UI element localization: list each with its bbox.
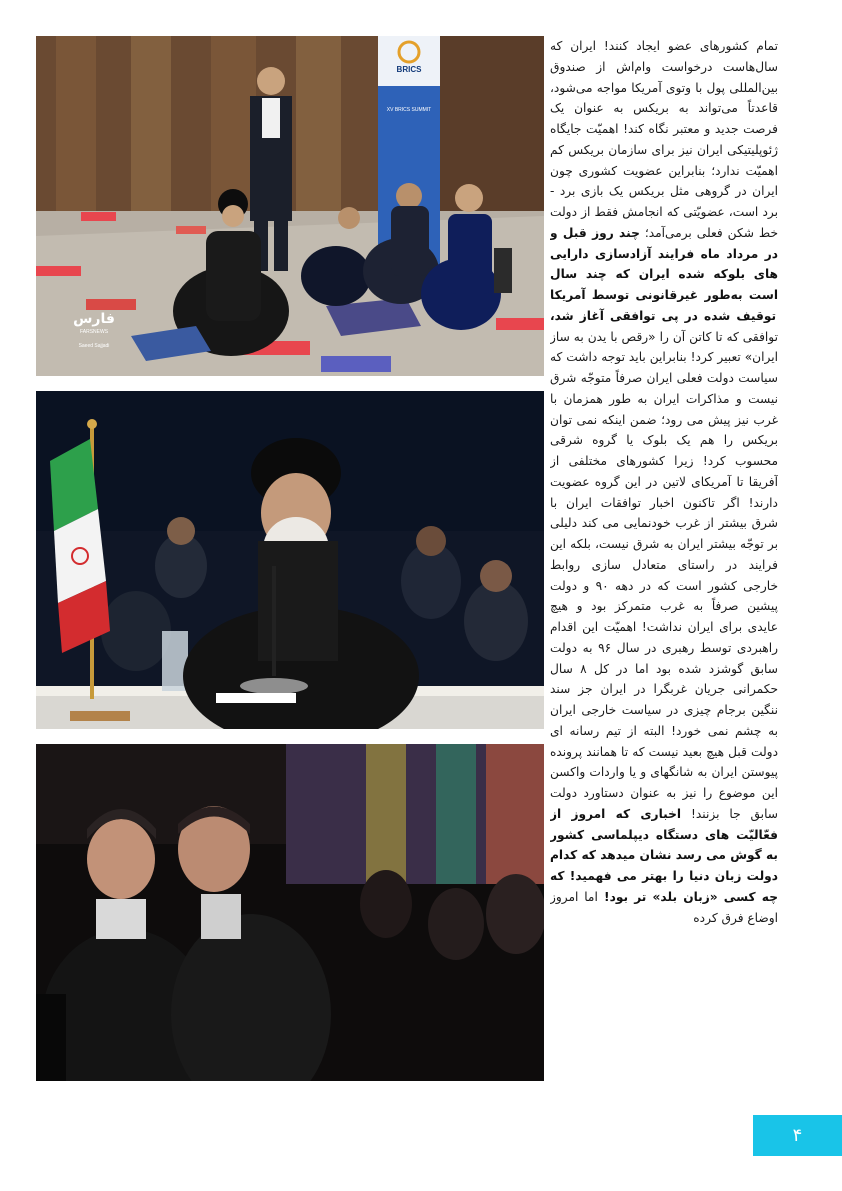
article-bold-1: چند روز قبل و در مرداد ماه فرایند آزادسازی دارایی های بلوکه شده ایران که چند سال است به‌طور غیرقانونی توسط آمریکا توقیف شده در پی توافقی آغاز شد، (550, 225, 778, 323)
brics-banner-label: BRICS (396, 65, 422, 74)
article-paragraph-1: تمام کشورهای عضو ایجاد کنند! ایران که سال‌هاست درخواست وام‌اش از صندوق بین‌المللی پول با وتوی آمریکا مواجه می‌شود، قاعدتاً می‌تواند به بریکس به عنوان یک فرصت جدید و معتبر نگاه کند! اهمیّت جایگاه ژئوپلیتیکی ایران نیز برای سازمان بریکس کم اهمیّت ندارد؛ بنابراین عضویت کشوری چون ایران در گروهی مثل بریکس یک بازی برد - برد است، عضویّتی که انجامش فقط از دولت خط شکن فعلی برمی‌آمد؛ (550, 39, 778, 240)
article-paragraph-2: توافقی که تا کاتن آن را «رقص با یدن به ساز ایران» تعبیر کرد! بنابراین باید توجه داشت که سیاست دولت فعلی ایران صرفاً متوجّه شرق نیست و مذاکرات ایران به طور همزمان با غرب نیز پیش می رود؛ ضمن اینکه نمی توان بریکس را هم یک بلوک یا گروه شرقی محسوب کرد! زیرا کشورهای مختلفی از آفریقا تا آمریکای لاتین در این گروه عضویت دارند! اگر تاکنون اخبار توافقات ایران با شرق بیشتر از غرب خودنمایی می کند دلیلی بر توجّه بیشتر ایران به شرق نیست، بلکه این فرایند در راستای متعادل سازی روابط خارجی کشور است که در دهه ۹۰ و دولت پیشین صرفاً به غرب متمرکز بود و هیچ عایدی برای ایران نداشت! اهمیّت این اقدام راهبردی توسط رهبری در سال ۹۶ به دولت سابق گوشزد شده بود اما در کل ۸ سال حکمرانی جریان غربگرا در ایران جز سند ننگین برجام چیزی در سیاست خارجی ایران به چشم نمی خورد! البته از تیم رسانه ای دولت قبل هیچ بعید نیست که تا همانند پرونده پیوستن ایران به شانگهای و یا واردات واکسن این موضوع را نیز به عنوان دستاورد دولت سابق جا بزنند! (550, 329, 778, 821)
page-number: ۴ (753, 1115, 842, 1156)
photo-credit: Saeed Sajjadi (78, 343, 110, 349)
photo-delegation-seated (36, 744, 544, 1081)
photo-summit-table (36, 391, 544, 729)
article-bold-2: اخباری که امروز از فعّالیّت های دستگاه دیپلماسی کشور به گوش می رسد نشان میدهد که کدام دولت زبان دنیا را بهتر می فهمید! که چه کسی «زبان بلد» تر بود! (550, 806, 778, 904)
article-body (550, 36, 778, 1126)
brics-banner-summit: XV BRICS SUMMIT (386, 107, 432, 113)
article-paragraph-3: اما امروز اوضاع فرق کرده (550, 889, 778, 925)
fars-logo-label: فارس (73, 311, 115, 327)
fars-news-sub: FARSNEWS (79, 329, 109, 335)
photo-prayer-brics-summit (36, 36, 544, 376)
